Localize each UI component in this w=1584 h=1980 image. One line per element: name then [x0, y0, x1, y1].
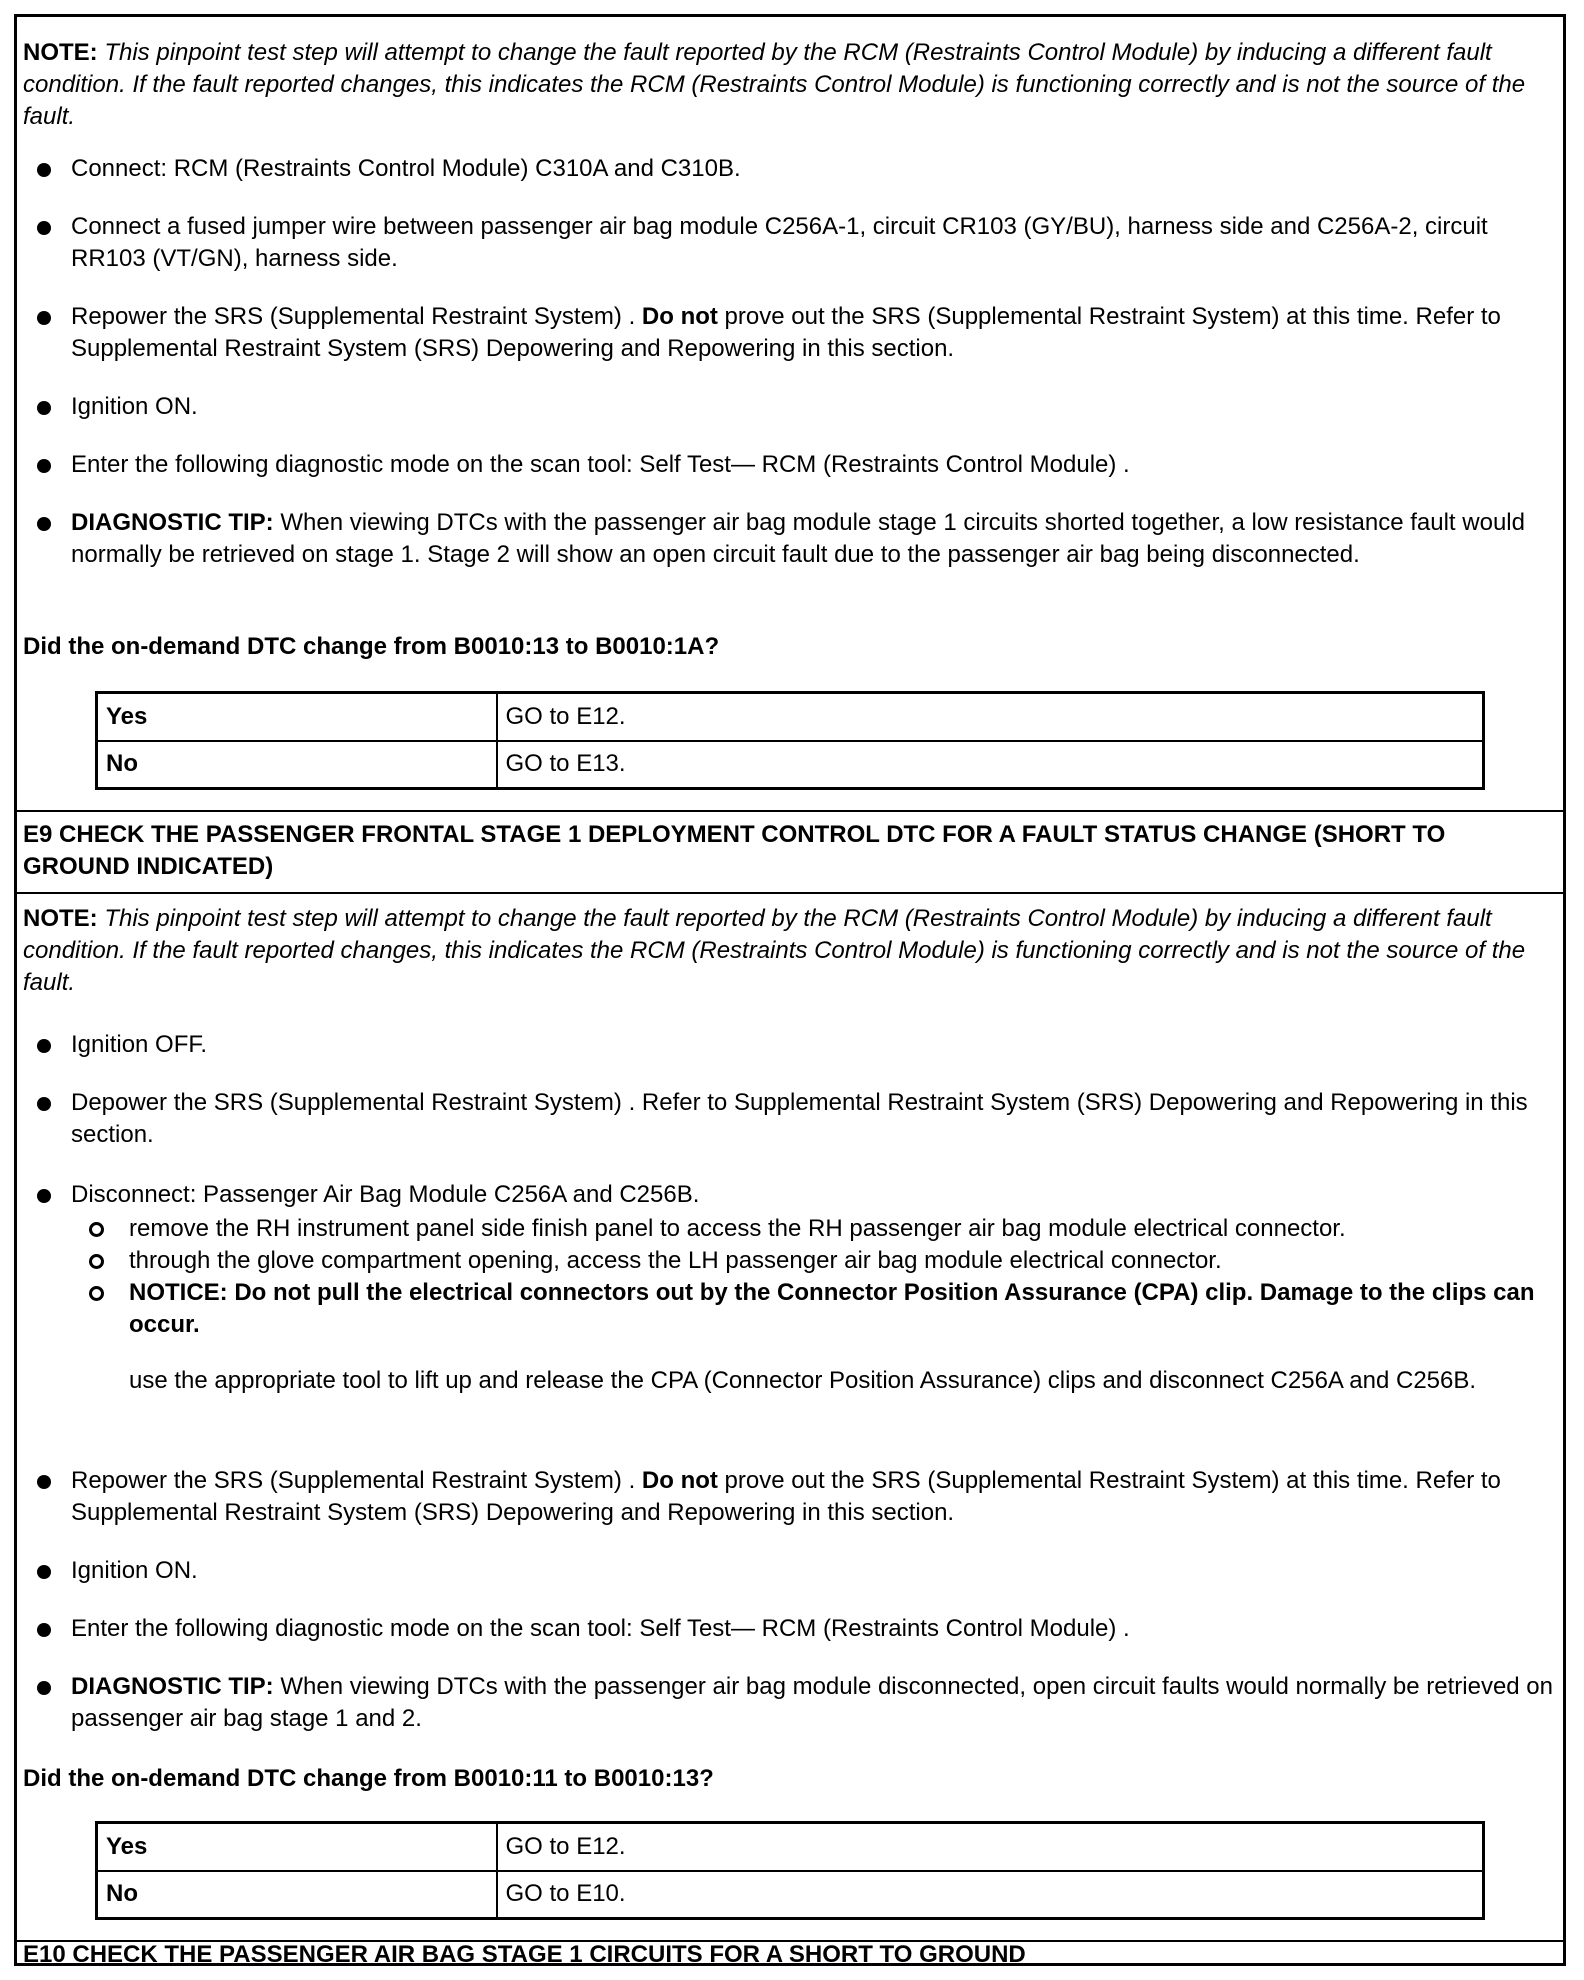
step-list-2e — [17, 1555, 1563, 1587]
step-list-2d — [17, 1465, 1563, 1529]
bullet-icon — [37, 517, 51, 531]
ring-bullet-icon — [89, 1286, 104, 1301]
list-item: Ignition ON. — [17, 391, 1563, 423]
list-item: Connect: RCM (Restraints Control Module) C310A and C310B. — [17, 153, 1563, 185]
note-text: This pinpoint test step will attempt to change the fault reported by the RCM (Restraints Control Module) by inducing a different fault condition. If the fault reported changes, this indicates the RCM (Restraints Control Module) is functioning correctly and is not the source of the fault. — [23, 905, 1526, 996]
ring-bullet-icon — [89, 1222, 104, 1237]
bullet-icon — [37, 1565, 51, 1579]
table-row — [97, 741, 1484, 789]
bullet-icon — [37, 1097, 51, 1111]
note-2 — [17, 893, 1563, 999]
answer-key: No — [97, 1871, 497, 1919]
document-frame — [14, 14, 1566, 1966]
bullet-icon — [37, 163, 51, 177]
list-item: Disconnect: Passenger Air Bag Module C256A and C256B. remove the RH instrument panel side finish panel to access the RH passenger air bag module electrical connector. through the glove compartment opening, access the LH passenger air bag module electrical connector. NOTICE: Do not pull the electrical connectors out by the Connector Position Assurance (CPA) clip. Damage to the clips can occur. use the appropriate tool to lift up and release the CPA (Connector Position Assurance) clips and disconnect C256A and C256B. — [17, 1179, 1563, 1397]
list-item: Depower the SRS (Supplemental Restraint System) . Refer to Supplemental Restraint System (SRS) Depowering and Repowering in this section. — [17, 1087, 1563, 1151]
answer-action: GO to E10. — [497, 1871, 1484, 1919]
list-item: Repower the SRS (Supplemental Restraint System) . Do not prove out the SRS (Supplemental Restraint System) at this time. Refer to Supplemental Restraint System (SRS) Depowering and Repowering in this section. — [17, 301, 1563, 365]
list-item: Enter the following diagnostic mode on the scan tool: Self Test— RCM (Restraints Control Module) . — [17, 449, 1563, 481]
step-list-1 — [17, 153, 1563, 185]
bullet-icon — [37, 1681, 51, 1695]
question-2: Did the on-demand DTC change from B0010:11 to B0010:13? — [23, 1765, 714, 1792]
sub-list-item: through the glove compartment opening, access the LH passenger air bag module electrical connector. — [17, 1245, 1553, 1277]
note-text: This pinpoint test step will attempt to change the fault reported by the RCM (Restraints Control Module) by inducing a different fault condition. If the fault reported changes, this indicates the RCM (Restraints Control Module) is functioning correctly and is not the source of the fault. — [23, 39, 1526, 130]
list-item: DIAGNOSTIC TIP: When viewing DTCs with the passenger air bag module stage 1 circuits shorted together, a low resistance fault would normally be retrieved on stage 1. Stage 2 will show an open circuit fault due to the passenger air bag being disconnected. — [17, 507, 1563, 571]
answer-key: Yes — [97, 693, 497, 741]
bullet-icon — [37, 1189, 51, 1203]
bullet-icon — [37, 1475, 51, 1489]
bullet-icon — [37, 459, 51, 473]
e9-heading: E9 CHECK THE PASSENGER FRONTAL STAGE 1 DEPLOYMENT CONTROL DTC FOR A FAULT STATUS CHANGE (SHORT TO GROUND INDICATED) — [23, 821, 1446, 880]
step-list-2g — [17, 1671, 1563, 1735]
question-1: Did the on-demand DTC change from B0010:13 to B0010:1A? — [23, 633, 720, 660]
step-list-2c — [17, 1179, 1563, 1397]
answer-action: GO to E12. — [497, 693, 1484, 741]
note-label: NOTE: — [23, 39, 98, 66]
tip-label: DIAGNOSTIC TIP: — [71, 509, 274, 536]
note-1 — [17, 27, 1563, 133]
list-item: Ignition ON. — [17, 1555, 1563, 1587]
ring-bullet-icon — [89, 1254, 104, 1269]
sub-list — [17, 1213, 1553, 1341]
sub-list-item: remove the RH instrument panel side finish panel to access the RH passenger air bag module electrical connector. — [17, 1213, 1553, 1245]
table-row — [97, 1871, 1484, 1919]
bullet-icon — [37, 401, 51, 415]
answer-table-2 — [95, 1821, 1485, 1920]
tip-label: DIAGNOSTIC TIP: — [71, 1673, 274, 1700]
answer-table-1 — [95, 691, 1485, 790]
answer-key: No — [97, 741, 497, 789]
notice-follow: use the appropriate tool to lift up and release the CPA (Connector Position Assurance) clips and disconnect C256A and C256B. — [129, 1367, 1477, 1394]
list-item: Enter the following diagnostic mode on the scan tool: Self Test— RCM (Restraints Control Module) . — [17, 1613, 1563, 1645]
step-list-2a — [17, 1029, 1563, 1061]
bullet-icon — [37, 221, 51, 235]
step-list-2f — [17, 1613, 1563, 1645]
list-item: Ignition OFF. — [17, 1029, 1563, 1061]
answer-action: GO to E12. — [497, 1823, 1484, 1871]
table-row — [97, 693, 1484, 741]
notice-text: NOTICE: Do not pull the electrical connectors out by the Connector Position Assurance (CPA) clip. Damage to the clips can occur. — [129, 1279, 1535, 1338]
bullet-icon — [37, 1039, 51, 1053]
bullet-icon — [37, 1623, 51, 1637]
step-list-2b — [17, 1087, 1563, 1151]
answer-action: GO to E13. — [497, 741, 1484, 789]
answer-key: Yes — [97, 1823, 497, 1871]
note-label: NOTE: — [23, 905, 98, 932]
e10-heading: E10 CHECK THE PASSENGER AIR BAG STAGE 1 CIRCUITS FOR A SHORT TO GROUND — [23, 1941, 1026, 1968]
step-list-1c — [17, 301, 1563, 365]
step-list-1b — [17, 211, 1563, 275]
table-row — [97, 1823, 1484, 1871]
list-item: Connect a fused jumper wire between passenger air bag module C256A-1, circuit CR103 (GY/BU), harness side and C256A-2, circuit RR103 (VT/GN), harness side. — [17, 211, 1563, 275]
divider — [17, 810, 1563, 812]
sub-list-item — [17, 1277, 1553, 1341]
step-list-1f — [17, 507, 1563, 571]
list-item: Repower the SRS (Supplemental Restraint System) . Do not prove out the SRS (Supplemental Restraint System) at this time. Refer to Supplemental Restraint System (SRS) Depowering and Repowering in this section. — [17, 1465, 1563, 1529]
bullet-icon — [37, 311, 51, 325]
list-item: DIAGNOSTIC TIP: When viewing DTCs with the passenger air bag module disconnected, open circuit faults would normally be retrieved on passenger air bag stage 1 and 2. — [17, 1671, 1563, 1735]
step-list-1d — [17, 391, 1563, 423]
step-list-1e — [17, 449, 1563, 481]
